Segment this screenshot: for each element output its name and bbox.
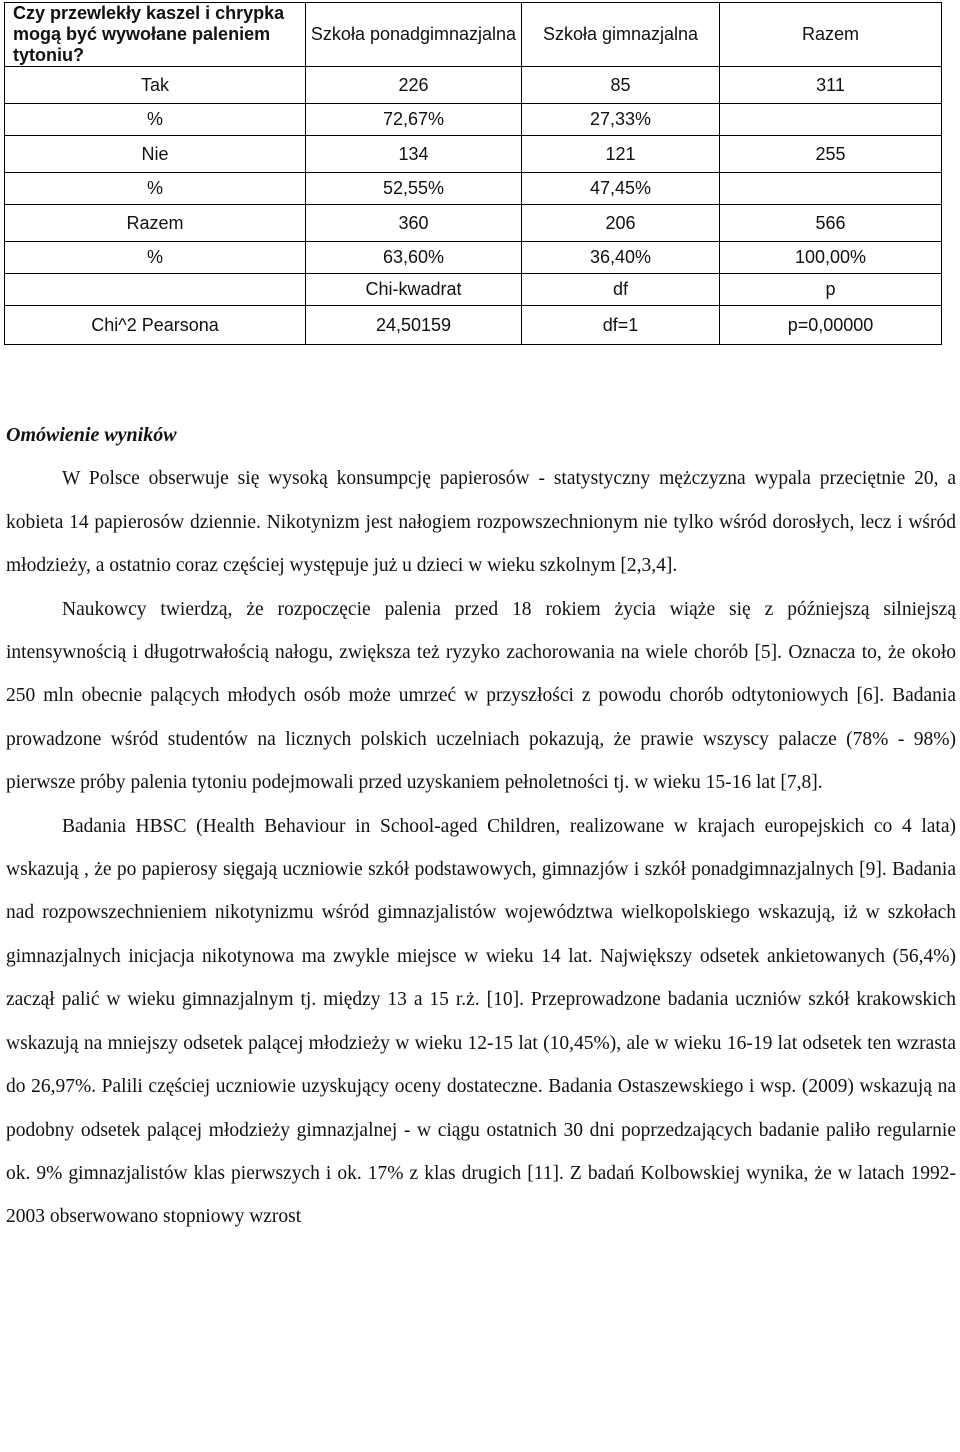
row-label: %	[5, 242, 306, 274]
row-label: Nie	[5, 136, 306, 173]
table-cell: 47,45%	[522, 173, 720, 205]
row-label: Tak	[5, 67, 306, 104]
row-label: Chi^2 Pearsona	[5, 306, 306, 345]
table-cell: 206	[522, 205, 720, 242]
table-cell: 27,33%	[522, 104, 720, 136]
stat-header-chi: Chi-kwadrat	[306, 274, 522, 306]
table-cell: 121	[522, 136, 720, 173]
table-cell: 72,67%	[306, 104, 522, 136]
discussion-section	[6, 414, 956, 1239]
results-table-container	[4, 2, 941, 345]
table-cell: 36,40%	[522, 242, 720, 274]
row-label	[5, 274, 306, 306]
stat-header-p: p	[720, 274, 942, 306]
table-row	[5, 136, 942, 173]
table-cell	[720, 173, 942, 205]
question-header: Czy przewlekły kaszel i chrypka mogą być wywołane paleniem tytoniu?	[5, 3, 306, 67]
table-row	[5, 173, 942, 205]
column-header-ponadgimnazjalna: Szkoła ponadgimnazjalna	[306, 3, 522, 67]
column-header-razem: Razem	[720, 3, 942, 67]
table-cell: 255	[720, 136, 942, 173]
table-cell: 63,60%	[306, 242, 522, 274]
section-heading: Omówienie wyników	[6, 424, 177, 446]
paragraph: Naukowcy twierdzą, że rozpoczęcie palenia przed 18 rokiem życia wiąże się z późniejszą silniejszą intensywnością i długotrwałością nałogu, zwiększa też ryzyko zachorowania na wiele chorób [5]. Oznacza to, że około 250 mln obecnie palących młodych osób może umrzeć w przyszłości z powodu chorób odtytoniowych [6]. Badania prowadzone wśród studentów na licznych polskich uczelniach pokazują, że prawie wszyscy palacze (78% - 98%) pierwsze próby palenia tytoniu podejmowali przed uzyskaniem pełnoletności tj. w wieku 15-16 lat [7,8].	[6, 598, 956, 794]
row-label: Razem	[5, 205, 306, 242]
results-table	[4, 2, 942, 345]
row-label: %	[5, 173, 306, 205]
table-header-row	[5, 3, 942, 67]
table-cell: 52,55%	[306, 173, 522, 205]
table-row	[5, 242, 942, 274]
table-cell	[720, 104, 942, 136]
stat-header-df: df	[522, 274, 720, 306]
df-value: df=1	[522, 306, 720, 345]
table-row	[5, 104, 942, 136]
stat-header-row	[5, 274, 942, 306]
chi-value: 24,50159	[306, 306, 522, 345]
column-header-gimnazjalna: Szkoła gimnazjalna	[522, 3, 720, 67]
table-row	[5, 205, 942, 242]
p-value: p=0,00000	[720, 306, 942, 345]
table-cell: 360	[306, 205, 522, 242]
paragraph: Badania HBSC (Health Behaviour in School-aged Children, realizowane w krajach europejskich co 4 lata) wskazują , że po papierosy sięgają uczniowie szkół podstawowych, gimnazjów i szkół ponadgimnazjalnych [9]. Badania nad rozpowszechnieniem nikotynizmu wśród gimnazjalistów województwa wielkopolskiego wskazują, iż w szkołach gimnazjalnych inicjacja nikotynowa ma zwykle miejsce w wieku 14 lat. Największy odsetek ankietowanych (56,4%) zaczął palić w wieku gimnazjalnym tj. między 13 a 15 r.ż. [10]. Przeprowadzone badania uczniów szkół krakowskich wskazują na mniejszy odsetek palącej młodzieży w wieku 12-15 lat (10,45%), ale w wieku 16-19 lat odsetek ten wzrasta do 26,97%. Palili częściej uczniowie uzyskujący oceny dostateczne. Badania Ostaszewskiego i wsp. (2009) wskazują na podobny odsetek palącej młodzieży gimnazjalnej - w ciągu ostatnich 30 dni poprzedzających badanie paliło regularnie ok. 9% gimnazjalistów klas pierwszych i ok. 17% z klas drugich [11]. Z badań Kolbowskiej wynika, że w latach 1992-2003 obserwowano stopniowy wzrost	[6, 815, 956, 1228]
paragraph: W Polsce obserwuje się wysoką konsumpcję papierosów - statystyczny mężczyzna wypala przeciętnie 20, a kobieta 14 papierosów dziennie. Nikotynizm jest nałogiem rozpowszechnionym nie tylko wśród dorosłych, lecz i wśród młodzieży, a ostatnio coraz częściej występuje już u dzieci w wieku szkolnym [2,3,4].	[6, 468, 956, 577]
table-cell: 566	[720, 205, 942, 242]
table-cell: 85	[522, 67, 720, 104]
table-cell: 226	[306, 67, 522, 104]
row-label: %	[5, 104, 306, 136]
table-row	[5, 67, 942, 104]
pearson-row	[5, 306, 942, 345]
table-cell: 100,00%	[720, 242, 942, 274]
table-cell: 134	[306, 136, 522, 173]
table-cell: 311	[720, 67, 942, 104]
